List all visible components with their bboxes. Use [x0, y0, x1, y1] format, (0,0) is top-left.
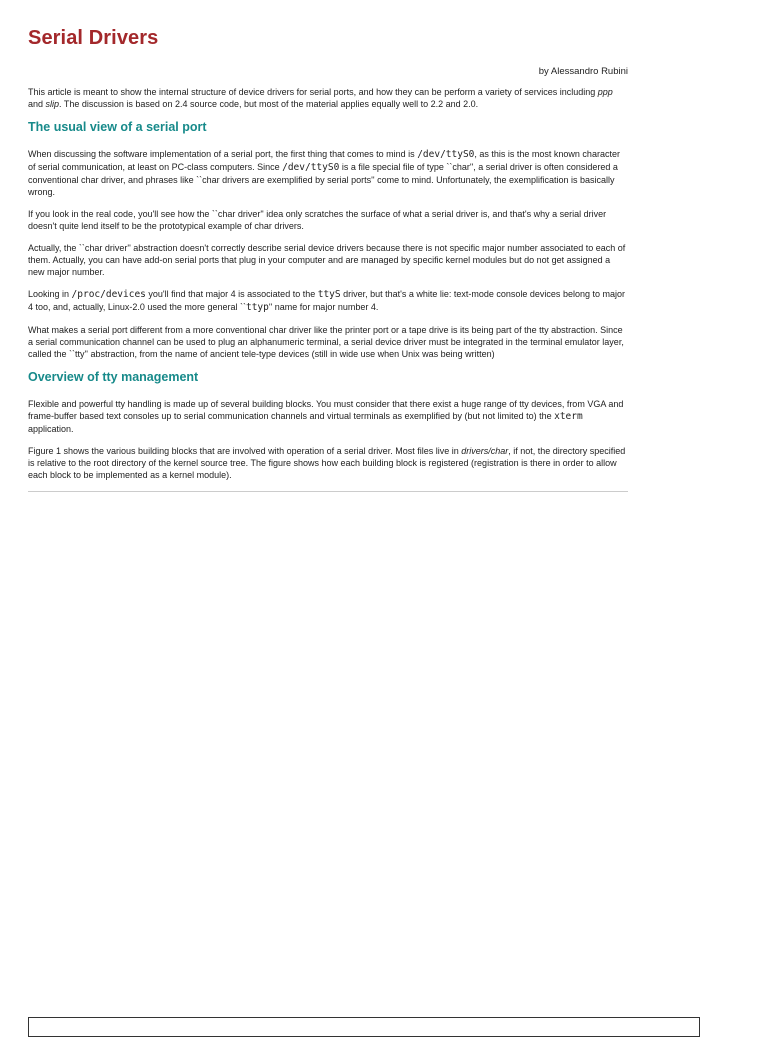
horizontal-divider [28, 491, 628, 492]
author-byline: by Alessandro Rubini [538, 66, 628, 77]
paragraph: Looking in /proc/devices you'll find that major 4 is associated to the ttyS driver, but that's a white lie: text-mode console devices belong to major 4 too, and, actually, Linux-2.0 used the more general ``ttyp'' name for major number 4. [28, 289, 625, 313]
section-heading-tty-overview: Overview of tty management [28, 370, 199, 384]
section-heading-serial-port: The usual view of a serial port [28, 120, 207, 134]
paragraph: Flexible and powerful tty handling is made up of several building blocks. You must consider that there exist a huge range of tty devices, from VGA and frame-buffer based text consoles up to serial communication channels and virtual terminals as exemplified by (but not limited to) the xterm application. [28, 399, 624, 434]
code-term: xterm [554, 411, 583, 422]
slip-term: slip [45, 99, 60, 109]
code-term: /proc/devices [71, 289, 146, 300]
intro-paragraph: This article is meant to show the internal structure of device drivers for serial ports, and how they can be perform a variety of services including ppp and slip. The discussion is based on 2.4 source code, but most of the material applies equally well to 2.2 and 2.0. [28, 87, 613, 109]
path-term: drivers/char [461, 446, 509, 456]
code-term: /dev/ttyS0 [282, 162, 340, 173]
code-term: ttyp [245, 302, 269, 313]
paragraph: What makes a serial port different from a more conventional char driver like the printer port or a tape drive is its being part of the tty abstraction. Since a serial communication channel can be used to plug an alphanumeric terminal, a serial device driver must be integrated in the terminal emulator layer, called the ``tty'' abstraction, from the name of ancient tele-type devices (still in wide use when Unix was being written) [28, 325, 624, 359]
code-term: ttyS [317, 289, 341, 300]
paragraph: If you look in the real code, you'll see how the ``char driver'' idea only scratches the surface of what a serial driver is, and that's why a serial driver doesn't quite lend itself to be the prototypical example of char drivers. [28, 209, 607, 231]
paragraph: When discussing the software implementation of a serial port, the first thing that comes to mind is /dev/ttyS0, as this is the most known character of serial communication, at least on PC-class computers. Since /dev/ttyS0 is a file special file of type ``char'', a serial driver is often considered a conventional char driver, and phrases like ``char drivers are exemplified by serial ports'' come to mind. Unfortunately, the exemplification is basically wrong. [28, 149, 620, 197]
figure-frame [28, 1017, 700, 1037]
article-title: Serial Drivers [28, 27, 159, 49]
paragraph: Figure 1 shows the various building blocks that are involved with operation of a serial driver. Most files live in drivers/char, if not, the directory specified is relative to the root directory of the kernel source tree. The figure shows how each building block is registered (registration is there in order to allow each block to be implemented as a kernel module). [28, 446, 626, 480]
ppp-term: ppp [597, 87, 613, 97]
code-term: /dev/ttyS0 [417, 149, 475, 160]
paragraph: Actually, the ``char driver'' abstraction doesn't correctly describe serial device drivers because there is not specific major number associated to each of them. Actually, you can have add-on serial ports that plug in your computer and are managed by specific kernel modules but do not get assigned a new major number. [28, 243, 626, 277]
article-body [28, 86, 628, 492]
